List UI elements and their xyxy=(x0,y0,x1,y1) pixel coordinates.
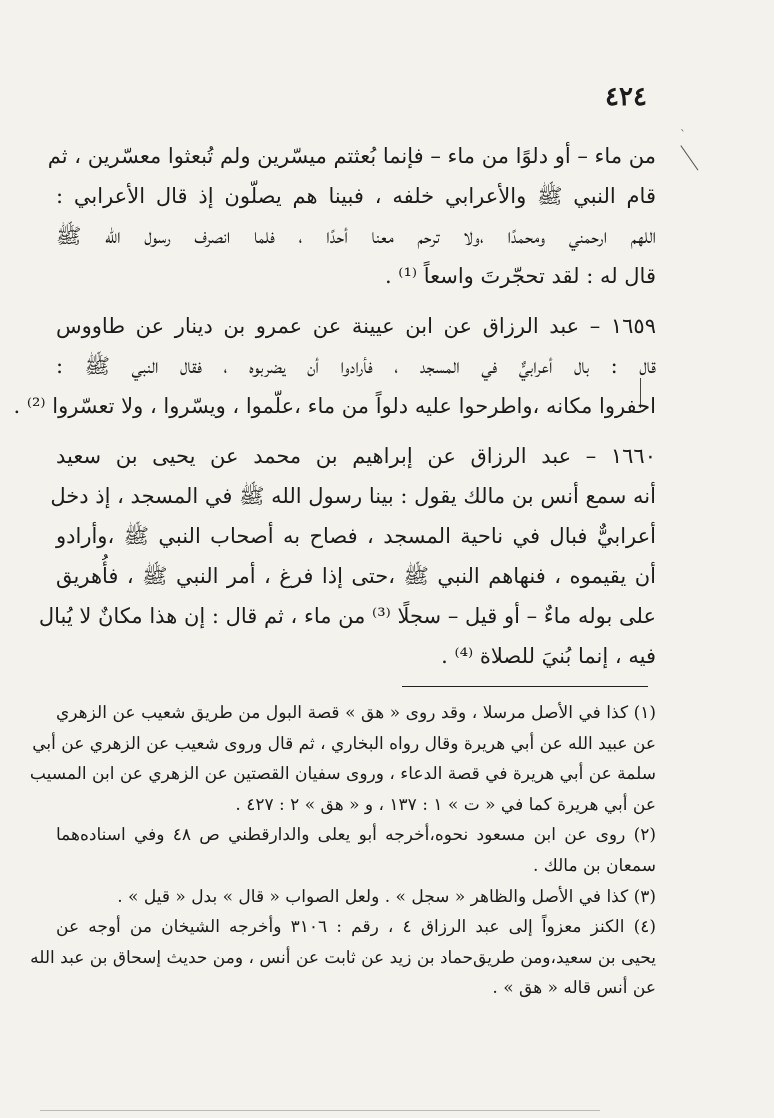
hadith-1660 xyxy=(38,436,656,676)
footnote-line: (١) كذا في الأصل مرسلا ، وقد روى « هق » قصة البول من طريق شعيب عن الزهري xyxy=(56,703,656,723)
hadith-1659 xyxy=(13,306,656,426)
footnote-line: عن عبيد الله عن أبي هريرة وقال رواه البخاري ، ثم قال وروى شعيب عن الزهري عن أبي xyxy=(32,733,656,754)
footnote-line: (٤) الكنز معزواً إلى عبد الرزاق ٤ ، رقم : ٣١٠٦ وأخرجه الشيخان من أوجه عن xyxy=(56,917,656,938)
footnote-line: عن أنس قاله « هق » . xyxy=(492,978,656,999)
text-line: قام النبي ﷺ والأعرابي خلفه ، فبينا هم يصلّون إذ قال الأعرابي : xyxy=(56,184,656,208)
footnote-line: سلمة عن أبي هريرة في قصة الدعاء ، وروى سفيان القصتين عن الزهري عن ابن المسيب xyxy=(29,764,656,785)
footnote-line: (٢) روى عن ابن مسعود نحوه،أخرجه أبو يعلى والدارقطني ص ٤٨ وفي اسناده‌هما xyxy=(56,825,656,846)
page-number: ٤٢٤ xyxy=(605,82,647,112)
scan-bottom-edge xyxy=(40,1110,600,1111)
paragraph-continuation xyxy=(47,136,656,296)
text-line: قال له : لقد تحجّرتَ واسعاً ⁽¹⁾ . xyxy=(384,264,656,288)
footnote-line: سمعان بن مالك . xyxy=(532,855,656,876)
text-line: ١٦٥٩ – عبد الرزاق عن ابن عيينة عن عمرو بن دينار عن طاووس xyxy=(56,314,656,338)
footnote-3 xyxy=(56,882,656,913)
footnote-line: (٣) كذا في الأصل والظاهر « سجل » . ولعل الصواب « قال » بدل « قيل » . xyxy=(117,886,656,907)
footnote-4 xyxy=(30,912,656,1004)
footnote-1 xyxy=(29,698,656,820)
text-line: على بوله ماءٌ – أو قيل – سجلًا ⁽³⁾ من ماء ، ثم قال : إن هذا مكانٌ لا يُبال xyxy=(38,604,656,628)
scan-margin-mark xyxy=(680,140,706,171)
footnotes xyxy=(29,698,656,1004)
text-line: أعرابيٌّ فبال في ناحية المسجد ، فصاح به أصحاب النبي ﷺ ،وأرادو xyxy=(56,524,656,548)
footnote-line: يحيى بن سعيد،ومن طريق‌حماد بن زيد عن ثابت عن أنس ، ومن حديث إسحاق بن عبد الله xyxy=(30,947,656,968)
footnote-2 xyxy=(56,820,656,881)
text-line: اللهم ارحمني ومحمدًا ،ولا ترحم معنا أحدًا ، فلما انصرف رسول الله ﷺ xyxy=(56,224,656,248)
text-line: من ماء – أو دلوًا من ماء – فإنما بُعثتم ميسّرين ولم تُبعثوا معسّرين ، ثم xyxy=(47,144,656,168)
text-line: أنه سمع أنس بن مالك يقول : بينا رسول الله ﷺ في المسجد ، إذ دخل xyxy=(50,484,656,508)
scan-speck: ` xyxy=(680,128,686,142)
footnote-separator xyxy=(402,686,648,687)
text-line: فيه ، إنما بُنيَ للصلاة ⁽⁴⁾ . xyxy=(441,644,656,668)
text-line: احفروا مكانه ،واطرحوا عليه دلواً من ماء ،علّموا ، ويسّروا ، ولا تعسّروا ⁽²⁾ . xyxy=(13,394,656,418)
text-line: أن يقيموه ، فنهاهم النبي ﷺ ،حتى إذا فرغ ، أمر النبي ﷺ ، فأُهريق xyxy=(56,564,656,588)
text-line: قال : بال أعرابيٌّ في المسجد ، فأرادوا أن يضربوه ، فقال النبي ﷺ : xyxy=(56,354,656,378)
text-line: ١٦٦٠ – عبد الرزاق عن إبراهيم بن محمد عن يحيى بن سعيد xyxy=(56,444,656,468)
footnote-line: عن أبي هريرة كما في « ت » ١ : ١٣٧ ، و « هق » ٢ : ٤٢٧ . xyxy=(235,794,656,815)
